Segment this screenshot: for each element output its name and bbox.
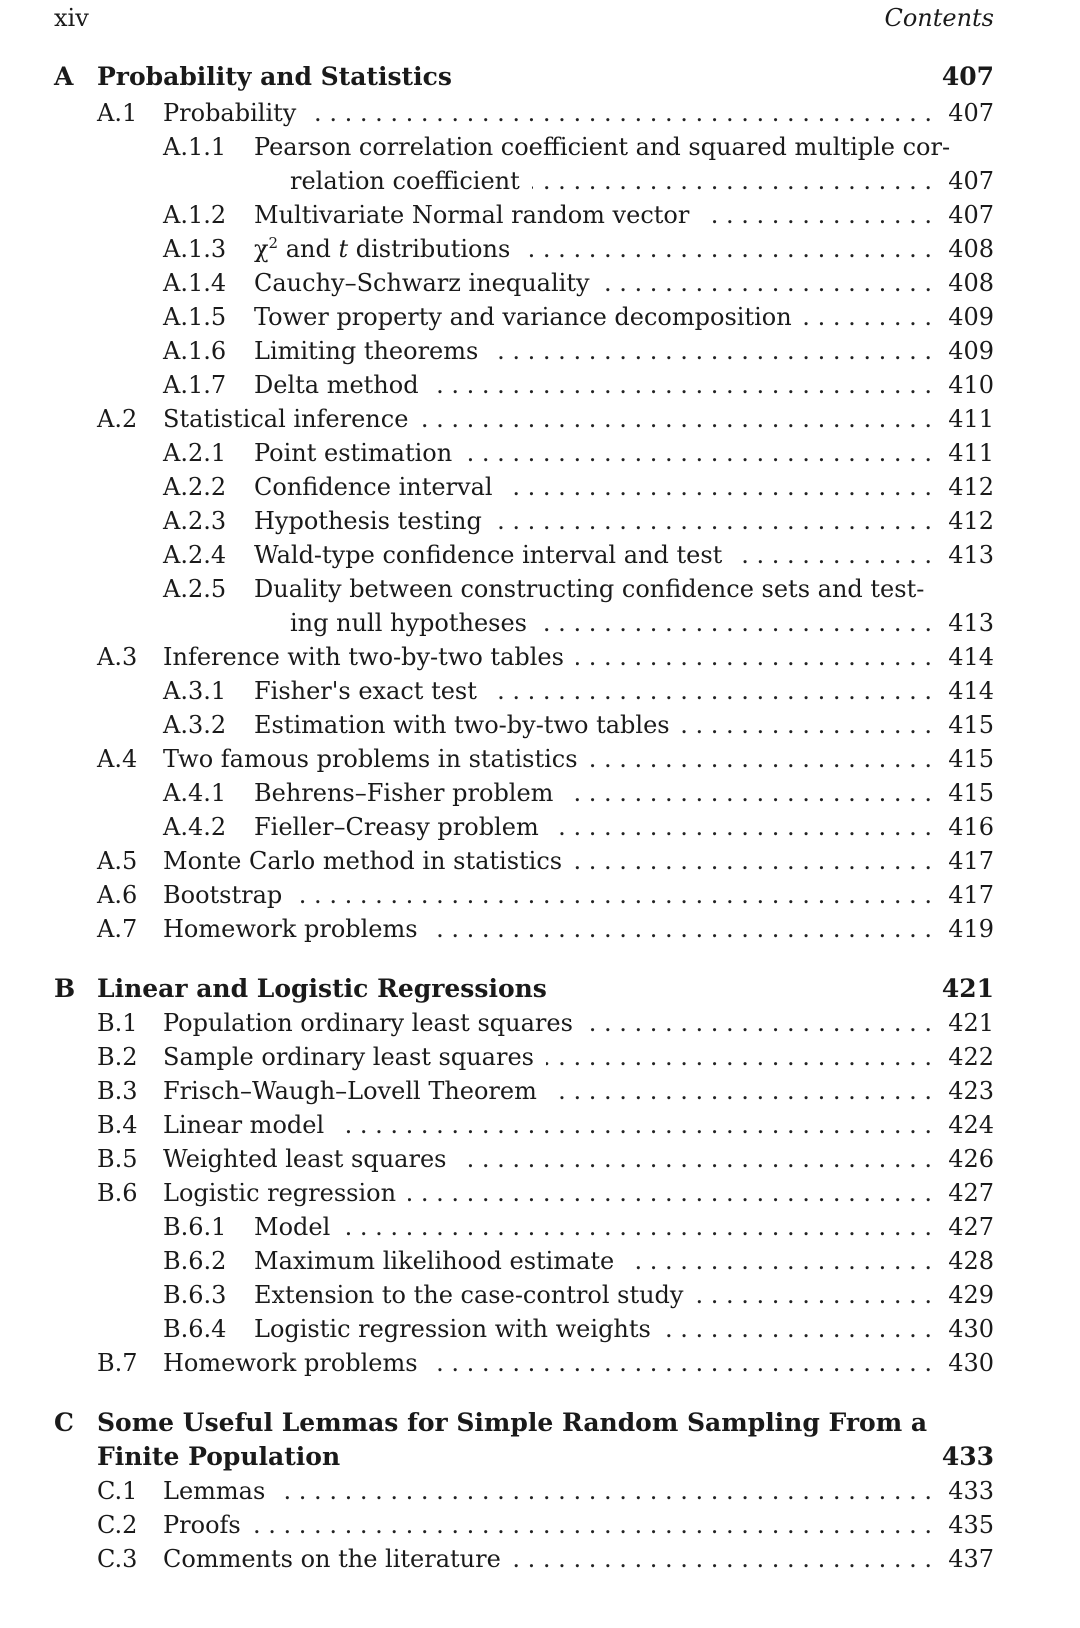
toc-entry-title: Some Useful Lemmas for Simple Random Sampling From a: [97, 1408, 928, 1437]
toc-page-number: 433: [941, 1442, 994, 1471]
toc-chapter-row[interactable]: [0, 1406, 1080, 1440]
toc-entry-number: A.3: [97, 643, 138, 671]
toc-section-row[interactable]: [0, 844, 1080, 878]
toc-page-number: 426: [948, 1145, 994, 1173]
toc-leader-dots: [734, 538, 932, 572]
toc-entry-title: Linear and Logistic Regressions: [97, 974, 547, 1003]
toc-leader-dots: [489, 674, 932, 708]
toc-entry-title: Maximum likelihood estimate: [254, 1247, 615, 1275]
toc-entry-number: A.5: [97, 847, 138, 875]
toc-section-row[interactable]: [0, 742, 1080, 776]
toc-leader-dots: [574, 844, 932, 878]
toc-entry-title: Behrens–Fisher problem: [254, 779, 554, 807]
toc-leader-dots: [494, 504, 932, 538]
toc-leader-dots: [490, 334, 932, 368]
toc-entry-title: Estimation with two-by-two tables: [254, 711, 670, 739]
toc-page-number: 410: [948, 371, 994, 399]
toc-leader-dots: [342, 1210, 932, 1244]
toc-entry-number: B.6.2: [163, 1247, 227, 1275]
toc-entry-number: A.7: [97, 915, 138, 943]
toc-subsection-row[interactable]: [0, 1312, 1080, 1346]
toc-entry-number: A.2.4: [163, 541, 227, 569]
toc-page-number: 407: [941, 62, 994, 91]
toc-section-row[interactable]: [0, 640, 1080, 674]
toc-entry-title: Two famous problems in statistics: [163, 745, 578, 773]
toc-entry-title: relation coefficient: [290, 167, 520, 195]
toc-page-number: 409: [948, 303, 994, 331]
toc-entry-title: Extension to the case-control study: [254, 1281, 684, 1309]
toc-entry-title: Comments on the literature: [163, 1545, 501, 1573]
toc-section-row[interactable]: [0, 1006, 1080, 1040]
toc-leader-dots: [420, 402, 932, 436]
toc-entry-title: Fisher's exact test: [254, 677, 477, 705]
toc-entry-number: B.5: [97, 1145, 138, 1173]
toc-page-number: 430: [948, 1315, 994, 1343]
toc-section-row[interactable]: [0, 1542, 1080, 1576]
toc-entry-title: Linear model: [163, 1111, 325, 1139]
toc-subsection-row[interactable]: [0, 164, 1080, 198]
toc-entry-number: C.1: [97, 1477, 138, 1505]
page-label: xiv: [54, 4, 89, 32]
toc-entry-title: Proofs: [163, 1511, 241, 1539]
toc-subsection-row[interactable]: [0, 674, 1080, 708]
toc-subsection-row[interactable]: [0, 334, 1080, 368]
toc-section-row[interactable]: [0, 1040, 1080, 1074]
toc-subsection-row[interactable]: [0, 470, 1080, 504]
toc-entry-number: A.1.5: [163, 303, 227, 331]
toc-entry-number: B.7: [97, 1349, 138, 1377]
toc-entry-number: A.4.1: [163, 779, 227, 807]
toc-entry-title: Duality between constructing confidence sets and test-: [254, 575, 925, 603]
toc-page-number: 408: [948, 235, 994, 263]
toc-section-row[interactable]: [0, 1142, 1080, 1176]
toc-subsection-row[interactable]: [0, 538, 1080, 572]
toc-subsection-row[interactable]: [0, 1244, 1080, 1278]
toc-section-row[interactable]: [0, 1508, 1080, 1542]
toc-leader-dots: [408, 1176, 932, 1210]
toc-entry-number: A.1.7: [163, 371, 227, 399]
toc-entry-title: Sample ordinary least squares: [163, 1043, 534, 1071]
toc-leader-dots: [464, 436, 932, 470]
toc-leader-dots: [565, 776, 932, 810]
toc-leader-dots: [253, 1508, 932, 1542]
toc-entry-title: Cauchy–Schwarz inequality: [254, 269, 590, 297]
toc-entry-number: A.2.1: [163, 439, 227, 467]
toc-leader-dots: [663, 1312, 932, 1346]
toc-entry-title: Wald-type confidence interval and test: [254, 541, 723, 569]
toc-leader-dots: [590, 742, 932, 776]
toc-leader-dots: [522, 232, 932, 266]
toc-entry-title: Probability: [163, 99, 297, 127]
toc-leader-dots: [505, 470, 932, 504]
toc-entry-number: C.3: [97, 1545, 138, 1573]
toc-entry-title: Probability and Statistics: [97, 62, 452, 91]
toc-chapter-row[interactable]: [0, 60, 1080, 94]
toc-entry-title: Logistic regression: [163, 1179, 397, 1207]
toc-entry-number: A.2.5: [163, 575, 227, 603]
toc-entry-title: Inference with two-by-two tables: [163, 643, 564, 671]
toc-section-row[interactable]: [0, 1176, 1080, 1210]
toc-leader-dots: [458, 1142, 932, 1176]
toc-entry-title: Finite Population: [97, 1442, 341, 1471]
toc-subsection-row[interactable]: [0, 504, 1080, 538]
toc-section-row[interactable]: [0, 96, 1080, 130]
toc-entry-number: B.4: [97, 1111, 138, 1139]
toc-section-row[interactable]: [0, 1074, 1080, 1108]
toc-page-number: 412: [948, 473, 994, 501]
toc-page-number: 427: [948, 1213, 994, 1241]
toc-page-number: 415: [948, 779, 994, 807]
toc-entry-title: Fieller–Creasy problem: [254, 813, 539, 841]
toc-page-number: 435: [948, 1511, 994, 1539]
toc-page-number: 415: [948, 711, 994, 739]
toc-entry-number: A.4.2: [163, 813, 227, 841]
toc-subsection-row[interactable]: [0, 606, 1080, 640]
toc-page-number: 413: [948, 541, 994, 569]
toc-subsection-row[interactable]: [0, 776, 1080, 810]
toc-page-number: 422: [948, 1043, 994, 1071]
toc-entry-number: B: [54, 974, 76, 1003]
toc-leader-dots: [336, 1108, 932, 1142]
toc-page-number: 416: [948, 813, 994, 841]
toc-entry-title: Population ordinary least squares: [163, 1009, 573, 1037]
toc-page-number: 411: [948, 439, 994, 467]
toc-page-number: 428: [948, 1247, 994, 1275]
toc-entry-number: A.2: [97, 405, 138, 433]
toc-leader-dots: [431, 368, 932, 402]
toc-page-number: 424: [948, 1111, 994, 1139]
toc-entry-title: Point estimation: [254, 439, 453, 467]
toc-entry-title: Bootstrap: [163, 881, 283, 909]
toc-entry-title: Delta method: [254, 371, 419, 399]
toc-entry-number: A.3.2: [163, 711, 227, 739]
toc-entry-title: Logistic regression with weights: [254, 1315, 651, 1343]
toc-page-number: 414: [948, 643, 994, 671]
toc-leader-dots: [804, 300, 932, 334]
toc-page-number: 413: [948, 609, 994, 637]
toc-subsection-row[interactable]: [0, 572, 1080, 606]
toc-subsection-row[interactable]: [0, 232, 1080, 266]
toc-leader-dots: [430, 912, 932, 946]
toc-subsection-row[interactable]: [0, 1278, 1080, 1312]
toc-entry-number: A: [54, 62, 74, 91]
toc-entry-title: ing null hypotheses: [290, 609, 527, 637]
toc-entry-number: B.6.4: [163, 1315, 227, 1343]
toc-entry-title: Frisch–Waugh–Lovell Theorem: [163, 1077, 537, 1105]
toc-entry-title: Confidence interval: [254, 473, 493, 501]
toc-leader-dots: [551, 810, 932, 844]
toc-entry-number: A.1: [97, 99, 138, 127]
toc-subsection-row[interactable]: [0, 708, 1080, 742]
toc-entry-number: C: [54, 1408, 74, 1437]
toc-entry-number: A.1.3: [163, 235, 227, 263]
toc-entry-number: A.2.3: [163, 507, 227, 535]
toc-leader-dots: [701, 198, 932, 232]
toc-section-row[interactable]: [0, 402, 1080, 436]
toc-entry-number: B.6.1: [163, 1213, 227, 1241]
toc-leader-dots: [532, 164, 932, 198]
toc-entry-number: B.3: [97, 1077, 138, 1105]
toc-entry-number: A.1.6: [163, 337, 227, 365]
toc-page-number: 433: [948, 1477, 994, 1505]
toc-entry-number: A.4: [97, 745, 138, 773]
toc-page-number: 409: [948, 337, 994, 365]
toc-leader-dots: [626, 1244, 932, 1278]
toc-page-number: 414: [948, 677, 994, 705]
toc-page-number: 430: [948, 1349, 994, 1377]
toc-leader-dots: [585, 1006, 932, 1040]
toc-entry-number: A.6: [97, 881, 138, 909]
toc-chapter-row[interactable]: [0, 1440, 1080, 1474]
toc-page-number: 427: [948, 1179, 994, 1207]
toc-leader-dots: [277, 1474, 932, 1508]
toc-subsection-row[interactable]: [0, 436, 1080, 470]
toc-entry-title: Pearson correlation coefficient and squared multiple cor-: [254, 133, 951, 161]
toc-page-number: 421: [941, 974, 994, 1003]
toc-subsection-row[interactable]: [0, 300, 1080, 334]
toc-subsection-row[interactable]: [0, 130, 1080, 164]
toc-section-row[interactable]: [0, 878, 1080, 912]
toc-page-number: 411: [948, 405, 994, 433]
running-title: Contents: [884, 4, 994, 32]
toc-page-number: 437: [948, 1545, 994, 1573]
toc-entry-number: B.1: [97, 1009, 138, 1037]
toc-page-number: 417: [948, 881, 994, 909]
toc-entry-title: Model: [254, 1213, 331, 1241]
toc-page-number: 407: [948, 167, 994, 195]
toc-page-number: 407: [948, 99, 994, 127]
toc-entry-title: Lemmas: [163, 1477, 266, 1505]
toc-section-row[interactable]: [0, 1474, 1080, 1508]
toc-leader-dots: [549, 1074, 932, 1108]
toc-leader-dots: [602, 266, 932, 300]
toc-entry-title: Homework problems: [163, 1349, 418, 1377]
toc-leader-dots: [308, 96, 932, 130]
toc-leader-dots: [294, 878, 932, 912]
toc-entry-title: Homework problems: [163, 915, 418, 943]
toc-page-number: 421: [948, 1009, 994, 1037]
toc-entry-number: B.6: [97, 1179, 138, 1207]
toc-page-number: 417: [948, 847, 994, 875]
toc-entry-number: B.2: [97, 1043, 138, 1071]
toc-entry-title: Multivariate Normal random vector: [254, 201, 690, 229]
toc-page-number: 423: [948, 1077, 994, 1105]
toc-entry-number: B.6.3: [163, 1281, 227, 1309]
toc-entry-number: A.1.2: [163, 201, 227, 229]
toc-section-row[interactable]: [0, 1108, 1080, 1142]
running-header: [54, 4, 994, 34]
toc-entry-number: C.2: [97, 1511, 138, 1539]
toc-entry-number: A.1.1: [163, 133, 227, 161]
toc-leader-dots: [539, 606, 932, 640]
toc-leader-dots: [546, 1040, 932, 1074]
toc-subsection-row[interactable]: [0, 810, 1080, 844]
toc-chapter-row[interactable]: [0, 972, 1080, 1006]
toc-section-row[interactable]: [0, 912, 1080, 946]
toc-entry-number: A.3.1: [163, 677, 227, 705]
toc-leader-dots: [576, 640, 932, 674]
toc-leader-dots: [513, 1542, 932, 1576]
toc-leader-dots: [682, 708, 932, 742]
toc-page-number: 412: [948, 507, 994, 535]
toc-page-number: 408: [948, 269, 994, 297]
toc-entry-title: Limiting theorems: [254, 337, 479, 365]
toc-page-number: 429: [948, 1281, 994, 1309]
toc-page-number: 407: [948, 201, 994, 229]
toc-subsection-row[interactable]: [0, 266, 1080, 300]
toc-entry-title: Statistical inference: [163, 405, 409, 433]
toc-entry-title: Hypothesis testing: [254, 507, 482, 535]
toc-subsection-row[interactable]: [0, 1210, 1080, 1244]
toc-subsection-row[interactable]: [0, 198, 1080, 232]
toc-entry-title: $\chi^2$ and t distributions: [254, 234, 511, 263]
toc-entry-title: Tower property and variance decomposition: [254, 303, 792, 331]
toc-leader-dots: [430, 1346, 932, 1380]
toc-section-row[interactable]: [0, 1346, 1080, 1380]
toc-leader-dots: [695, 1278, 932, 1312]
toc-subsection-row[interactable]: [0, 368, 1080, 402]
toc-entry-number: A.2.2: [163, 473, 227, 501]
toc-entry-number: A.1.4: [163, 269, 227, 297]
toc-entry-title: Weighted least squares: [163, 1145, 447, 1173]
toc-page-number: 415: [948, 745, 994, 773]
toc-entry-title: Monte Carlo method in statistics: [163, 847, 563, 875]
toc-page-number: 419: [948, 915, 994, 943]
